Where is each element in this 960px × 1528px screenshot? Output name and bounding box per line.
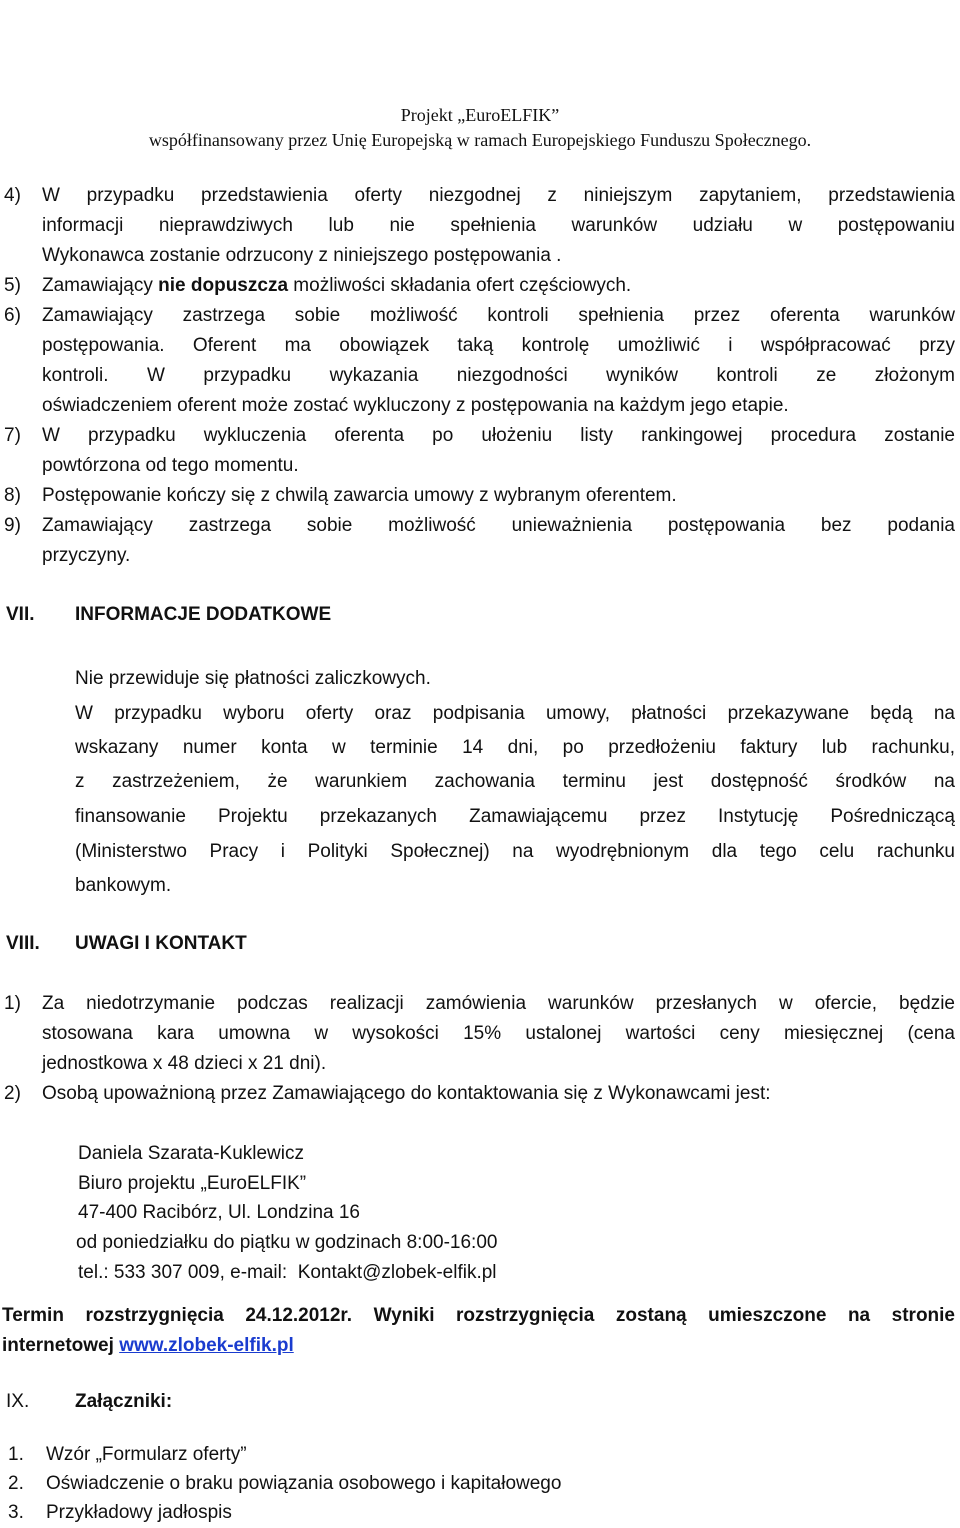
- paragraph-line: z zastrzeżeniem, że warunkiem zachowania terminu jest dostępność środków na: [75, 771, 955, 792]
- condition-number: 6): [4, 305, 21, 326]
- resolution-date: Termin rozstrzygnięcia 24.12.2012r. Wyniki rozstrzygnięcia zostaną umieszczone na stronie: [2, 1305, 955, 1326]
- section-number: VII.: [6, 604, 35, 625]
- attachment-item: Oświadczenie o braku powiązania osobowego i kapitałowego: [46, 1473, 562, 1494]
- resolution-website: [2, 1334, 294, 1358]
- paragraph-line: (Ministerstwo Pracy i Polityki Społecznej) na wyodrębnionym dla tego celu rachunku: [75, 841, 955, 862]
- condition-number: 9): [4, 515, 21, 536]
- attachment-item: Wzór „Formularz oferty”: [46, 1444, 247, 1465]
- paragraph-line: wskazany numer konta w terminie 14 dni, po przedłożeniu faktury lub rachunku,: [75, 737, 955, 758]
- condition-text: postępowania. Oferent ma obowiązek taką kontrolę umożliwić i współpracować przy: [42, 335, 955, 356]
- section-heading: INFORMACJE DODATKOWE: [75, 604, 332, 625]
- section-number: IX.: [6, 1391, 30, 1412]
- website-link[interactable]: www.zlobek-elfik.pl: [119, 1335, 294, 1356]
- condition-text: kontroli. W przypadku wykazania niezgodności wyników kontroli ze złożonym: [42, 365, 955, 386]
- paragraph-line: finansowanie Projektu przekazanych Zamawiającemu przez Instytucję Pośredniczącą: [75, 806, 955, 827]
- condition-text: informacji nieprawdziwych lub nie spełnienia warunków udziału w postępowaniu: [42, 215, 955, 236]
- condition-text: przyczyny.: [42, 545, 131, 566]
- remark-text: Osobą upoważnioną przez Zamawiającego do kontaktowania się z Wykonawcami jest:: [42, 1083, 771, 1104]
- remark-text: jednostkowa x 48 dzieci x 21 dni).: [42, 1053, 327, 1074]
- condition-text: Zamawiający zastrzega sobie możliwość kontroli spełnienia przez oferenta warunków: [42, 305, 955, 326]
- emphasis-text: nie dopuszcza: [158, 275, 289, 296]
- attachment-item: Przykładowy jadłospis: [46, 1502, 232, 1523]
- condition-text: W przypadku wykluczenia oferenta po ułożeniu listy rankingowej procedura zostanie: [42, 425, 955, 446]
- contact-address: 47-400 Racibórz, Ul. Londzina 16: [78, 1202, 361, 1223]
- condition-text: Zamawiający zastrzega sobie możliwość unieważnienia postępowania bez podania: [42, 515, 955, 536]
- project-title: Projekt „EuroELFIK”: [400, 105, 560, 125]
- contact-phone-email: tel.: 533 307 009, e-mail: Kontakt@zlobek-elfik.pl: [78, 1262, 497, 1283]
- condition-text: oświadczeniem oferent może zostać wykluczony z postępowania na każdym jego etapie.: [42, 395, 789, 416]
- condition-text: W przypadku przedstawienia oferty niezgodnej z niniejszym zapytaniem, przedstawienia: [42, 185, 955, 206]
- attachment-number: 2.: [8, 1473, 24, 1494]
- project-subtitle: współfinansowany przez Unię Europejską w ramach Europejskiego Funduszu Społecznego.: [148, 130, 812, 150]
- condition-number: 7): [4, 425, 21, 446]
- condition-number: 4): [4, 185, 21, 206]
- contact-hours: od poniedziałku do piątku w godzinach 8:00-16:00: [76, 1232, 498, 1253]
- attachment-number: 1.: [8, 1444, 24, 1465]
- paragraph-line: W przypadku wyboru oferty oraz podpisania umowy, płatności przekazywane będą na: [75, 703, 955, 724]
- paragraph-line: bankowym.: [75, 875, 172, 896]
- section-number: VIII.: [6, 933, 40, 954]
- remark-text: Za niedotrzymanie podczas realizacji zamówienia warunków przesłanych w ofercie, będzie: [42, 993, 955, 1014]
- condition-number: 8): [4, 485, 21, 506]
- resolution-prefix: internetowej: [2, 1335, 120, 1356]
- paragraph-line: Nie przewiduje się płatności zaliczkowych.: [75, 668, 431, 689]
- contact-office: Biuro projektu „EuroELFIK”: [78, 1173, 307, 1194]
- condition-text: Wykonawca zostanie odrzucony z niniejszego postępowania .: [42, 245, 562, 266]
- condition-text: Zamawiający nie dopuszcza możliwości składania ofert częściowych.: [42, 275, 632, 296]
- condition-text: Postępowanie kończy się z chwilą zawarcia umowy z wybranym oferentem.: [42, 485, 677, 506]
- remark-text: stosowana kara umowna w wysokości 15% ustalonej wartości ceny miesięcznej (cena: [42, 1023, 955, 1044]
- condition-number: 5): [4, 275, 21, 296]
- section-heading: Załączniki:: [75, 1391, 173, 1412]
- section-heading: UWAGI I KONTAKT: [75, 933, 247, 954]
- remark-number: 1): [4, 993, 21, 1014]
- attachment-number: 3.: [8, 1502, 24, 1523]
- remark-number: 2): [4, 1083, 21, 1104]
- condition-text: powtórzona od tego momentu.: [42, 455, 299, 476]
- contact-name: Daniela Szarata-Kuklewicz: [78, 1143, 304, 1164]
